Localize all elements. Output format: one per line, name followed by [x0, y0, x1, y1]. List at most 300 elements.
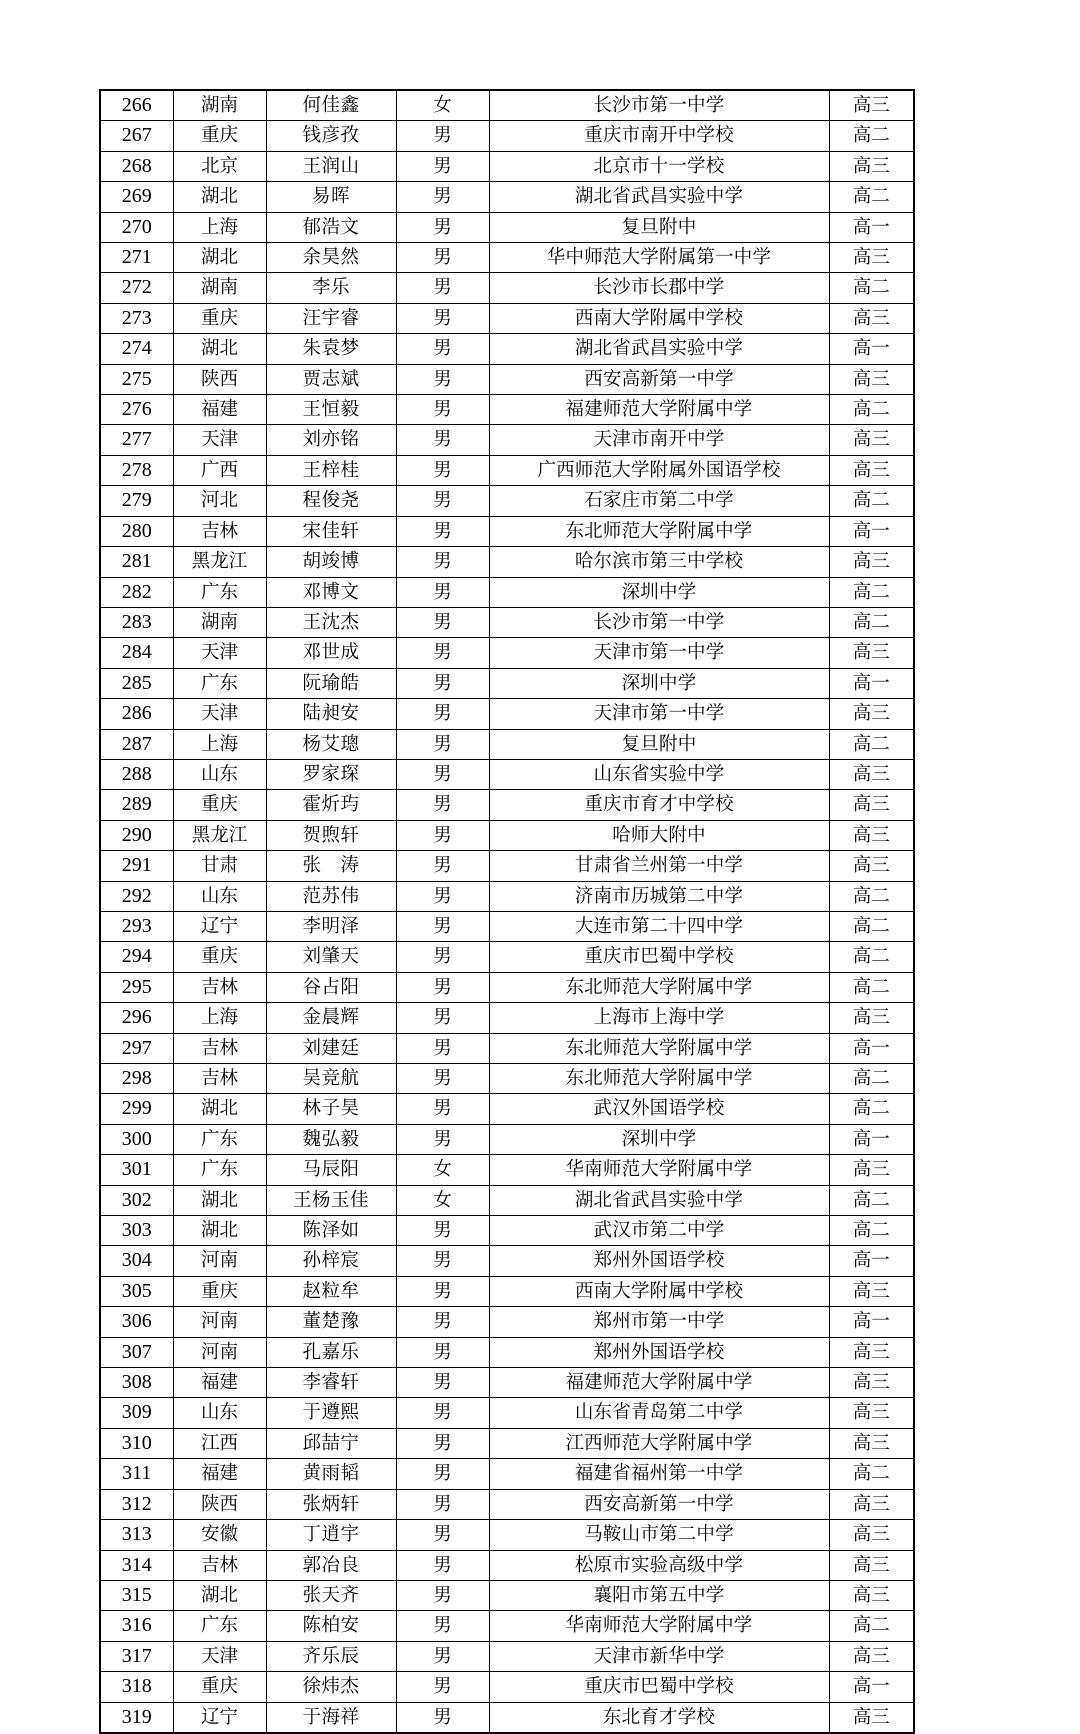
cell-grade: 高二: [829, 1611, 914, 1641]
cell-province: 山东: [173, 881, 266, 911]
cell-grade: 高二: [829, 1094, 914, 1124]
cell-gender: 男: [396, 1124, 489, 1154]
cell-grade: 高三: [829, 1428, 914, 1458]
cell-province: 重庆: [173, 121, 266, 151]
cell-province: 重庆: [173, 1672, 266, 1702]
cell-province: 湖北: [173, 1094, 266, 1124]
cell-school: 甘肃省兰州第一中学: [489, 851, 829, 881]
cell-name: 余昊然: [266, 243, 396, 273]
cell-grade: 高三: [829, 1368, 914, 1398]
cell-name: 邱喆宁: [266, 1428, 396, 1458]
table-row: [100, 942, 914, 972]
cell-grade: 高二: [829, 273, 914, 303]
cell-province: 福建: [173, 1459, 266, 1489]
cell-gender: 男: [396, 1641, 489, 1671]
cell-grade: 高三: [829, 1702, 914, 1733]
cell-province: 河南: [173, 1337, 266, 1367]
cell-province: 湖北: [173, 243, 266, 273]
cell-school: 东北师范大学附属中学: [489, 1033, 829, 1063]
cell-index: 266: [100, 90, 173, 121]
cell-grade: 高一: [829, 1246, 914, 1276]
cell-gender: 男: [396, 1459, 489, 1489]
cell-name: 李明泽: [266, 911, 396, 941]
cell-grade: 高二: [829, 1185, 914, 1215]
cell-name: 王恒毅: [266, 395, 396, 425]
cell-gender: 男: [396, 820, 489, 850]
cell-school: 哈师大附中: [489, 820, 829, 850]
cell-index: 311: [100, 1459, 173, 1489]
cell-province: 重庆: [173, 303, 266, 333]
cell-school: 郑州外国语学校: [489, 1337, 829, 1367]
cell-grade: 高三: [829, 1520, 914, 1550]
cell-index: 281: [100, 547, 173, 577]
cell-name: 张 涛: [266, 851, 396, 881]
cell-name: 李睿轩: [266, 1368, 396, 1398]
cell-index: 319: [100, 1702, 173, 1733]
cell-name: 陈柏安: [266, 1611, 396, 1641]
cell-index: 271: [100, 243, 173, 273]
cell-school: 华南师范大学附属中学: [489, 1155, 829, 1185]
cell-name: 谷占阳: [266, 972, 396, 1002]
cell-gender: 男: [396, 577, 489, 607]
cell-province: 重庆: [173, 942, 266, 972]
cell-name: 孙梓宸: [266, 1246, 396, 1276]
table-row: [100, 212, 914, 242]
roster-table-body: [100, 90, 914, 1733]
table-row: [100, 668, 914, 698]
cell-name: 徐炜杰: [266, 1672, 396, 1702]
cell-gender: 男: [396, 972, 489, 1002]
cell-grade: 高三: [829, 364, 914, 394]
cell-school: 复旦附中: [489, 212, 829, 242]
table-row: [100, 577, 914, 607]
cell-school: 西南大学附属中学校: [489, 303, 829, 333]
cell-name: 王梓桂: [266, 455, 396, 485]
cell-name: 罗家琛: [266, 759, 396, 789]
cell-school: 东北师范大学附属中学: [489, 972, 829, 1002]
cell-grade: 高三: [829, 90, 914, 121]
table-row: [100, 607, 914, 637]
cell-name: 刘建廷: [266, 1033, 396, 1063]
cell-index: 282: [100, 577, 173, 607]
cell-gender: 男: [396, 1368, 489, 1398]
cell-index: 267: [100, 121, 173, 151]
cell-index: 310: [100, 1428, 173, 1458]
table-row: [100, 729, 914, 759]
cell-grade: 高二: [829, 881, 914, 911]
cell-school: 石家庄市第二中学: [489, 486, 829, 516]
cell-school: 松原市实验高级中学: [489, 1550, 829, 1580]
table-row: [100, 881, 914, 911]
cell-province: 天津: [173, 1641, 266, 1671]
cell-name: 董楚豫: [266, 1307, 396, 1337]
cell-name: 邓世成: [266, 638, 396, 668]
table-row: [100, 1641, 914, 1671]
cell-school: 马鞍山市第二中学: [489, 1520, 829, 1550]
table-row: [100, 972, 914, 1002]
cell-school: 福建师范大学附属中学: [489, 1368, 829, 1398]
cell-gender: 男: [396, 1246, 489, 1276]
table-row: [100, 182, 914, 212]
cell-name: 丁逍宇: [266, 1520, 396, 1550]
cell-province: 陕西: [173, 1489, 266, 1519]
cell-index: 295: [100, 972, 173, 1002]
cell-province: 吉林: [173, 516, 266, 546]
cell-province: 天津: [173, 638, 266, 668]
table-row: [100, 1216, 914, 1246]
cell-grade: 高一: [829, 212, 914, 242]
cell-index: 302: [100, 1185, 173, 1215]
cell-province: 广东: [173, 668, 266, 698]
cell-grade: 高二: [829, 1459, 914, 1489]
table-row: [100, 273, 914, 303]
cell-index: 287: [100, 729, 173, 759]
cell-gender: 男: [396, 1003, 489, 1033]
cell-index: 276: [100, 395, 173, 425]
table-row: [100, 1489, 914, 1519]
cell-school: 华中师范大学附属第一中学: [489, 243, 829, 273]
cell-school: 武汉外国语学校: [489, 1094, 829, 1124]
table-row: [100, 1276, 914, 1306]
cell-index: 289: [100, 790, 173, 820]
cell-index: 309: [100, 1398, 173, 1428]
cell-index: 284: [100, 638, 173, 668]
cell-gender: 男: [396, 1428, 489, 1458]
cell-index: 304: [100, 1246, 173, 1276]
cell-name: 易晖: [266, 182, 396, 212]
cell-school: 西南大学附属中学校: [489, 1276, 829, 1306]
cell-gender: 女: [396, 90, 489, 121]
cell-school: 广西师范大学附属外国语学校: [489, 455, 829, 485]
table-row: [100, 1611, 914, 1641]
table-row: [100, 395, 914, 425]
cell-name: 胡竣博: [266, 547, 396, 577]
cell-index: 274: [100, 334, 173, 364]
cell-school: 北京市十一学校: [489, 151, 829, 181]
cell-gender: 男: [396, 547, 489, 577]
cell-province: 福建: [173, 1368, 266, 1398]
cell-index: 316: [100, 1611, 173, 1641]
table-row: [100, 1398, 914, 1428]
cell-index: 303: [100, 1216, 173, 1246]
cell-province: 上海: [173, 212, 266, 242]
cell-name: 林子昊: [266, 1094, 396, 1124]
cell-province: 重庆: [173, 1276, 266, 1306]
cell-school: 天津市第一中学: [489, 638, 829, 668]
cell-school: 郑州市第一中学: [489, 1307, 829, 1337]
cell-index: 279: [100, 486, 173, 516]
cell-province: 北京: [173, 151, 266, 181]
cell-grade: 高二: [829, 121, 914, 151]
cell-index: 294: [100, 942, 173, 972]
cell-province: 湖北: [173, 1580, 266, 1610]
cell-gender: 男: [396, 334, 489, 364]
cell-grade: 高一: [829, 1672, 914, 1702]
cell-province: 湖南: [173, 607, 266, 637]
cell-name: 范苏伟: [266, 881, 396, 911]
table-row: [100, 790, 914, 820]
cell-index: 305: [100, 1276, 173, 1306]
cell-index: 299: [100, 1094, 173, 1124]
cell-school: 湖北省武昌实验中学: [489, 182, 829, 212]
cell-name: 陈泽如: [266, 1216, 396, 1246]
table-row: [100, 364, 914, 394]
cell-school: 大连市第二十四中学: [489, 911, 829, 941]
cell-name: 贺煦轩: [266, 820, 396, 850]
cell-name: 程俊尧: [266, 486, 396, 516]
cell-grade: 高二: [829, 395, 914, 425]
cell-school: 深圳中学: [489, 1124, 829, 1154]
cell-school: 天津市南开中学: [489, 425, 829, 455]
cell-index: 307: [100, 1337, 173, 1367]
table-row: [100, 1033, 914, 1063]
cell-grade: 高三: [829, 1337, 914, 1367]
cell-grade: 高三: [829, 638, 914, 668]
cell-province: 河北: [173, 486, 266, 516]
cell-gender: 男: [396, 911, 489, 941]
cell-school: 湖北省武昌实验中学: [489, 334, 829, 364]
cell-index: 318: [100, 1672, 173, 1702]
cell-grade: 高二: [829, 607, 914, 637]
cell-grade: 高二: [829, 182, 914, 212]
cell-grade: 高一: [829, 1033, 914, 1063]
cell-index: 296: [100, 1003, 173, 1033]
cell-grade: 高三: [829, 1155, 914, 1185]
cell-gender: 男: [396, 455, 489, 485]
cell-name: 吴竞航: [266, 1064, 396, 1094]
cell-index: 288: [100, 759, 173, 789]
table-row: [100, 699, 914, 729]
cell-school: 东北师范大学附属中学: [489, 516, 829, 546]
table-row: [100, 455, 914, 485]
cell-gender: 男: [396, 729, 489, 759]
table-row: [100, 1246, 914, 1276]
cell-province: 山东: [173, 1398, 266, 1428]
cell-grade: 高二: [829, 729, 914, 759]
cell-gender: 男: [396, 486, 489, 516]
cell-gender: 男: [396, 1276, 489, 1306]
cell-gender: 男: [396, 1337, 489, 1367]
cell-grade: 高三: [829, 790, 914, 820]
cell-name: 宋佳轩: [266, 516, 396, 546]
cell-grade: 高三: [829, 851, 914, 881]
table-row: [100, 759, 914, 789]
cell-gender: 男: [396, 638, 489, 668]
cell-school: 上海市上海中学: [489, 1003, 829, 1033]
cell-gender: 男: [396, 303, 489, 333]
cell-province: 广西: [173, 455, 266, 485]
cell-school: 重庆市巴蜀中学校: [489, 942, 829, 972]
cell-school: 天津市第一中学: [489, 699, 829, 729]
cell-school: 天津市新华中学: [489, 1641, 829, 1671]
cell-grade: 高二: [829, 1216, 914, 1246]
cell-index: 300: [100, 1124, 173, 1154]
cell-province: 吉林: [173, 1550, 266, 1580]
cell-gender: 男: [396, 1094, 489, 1124]
table-row: [100, 1003, 914, 1033]
cell-index: 285: [100, 668, 173, 698]
table-row: [100, 1337, 914, 1367]
cell-index: 312: [100, 1489, 173, 1519]
cell-school: 长沙市长郡中学: [489, 273, 829, 303]
cell-gender: 男: [396, 364, 489, 394]
cell-school: 深圳中学: [489, 577, 829, 607]
cell-gender: 女: [396, 1155, 489, 1185]
cell-gender: 男: [396, 1216, 489, 1246]
cell-school: 济南市历城第二中学: [489, 881, 829, 911]
cell-index: 268: [100, 151, 173, 181]
table-row: [100, 303, 914, 333]
cell-province: 吉林: [173, 1064, 266, 1094]
table-row: [100, 1185, 914, 1215]
cell-gender: 男: [396, 1611, 489, 1641]
cell-school: 重庆市育才中学校: [489, 790, 829, 820]
cell-grade: 高三: [829, 243, 914, 273]
cell-gender: 男: [396, 212, 489, 242]
cell-name: 钱彦孜: [266, 121, 396, 151]
cell-name: 陆昶安: [266, 699, 396, 729]
table-row: [100, 334, 914, 364]
cell-province: 上海: [173, 729, 266, 759]
table-row: [100, 486, 914, 516]
cell-name: 朱袁梦: [266, 334, 396, 364]
cell-province: 福建: [173, 395, 266, 425]
cell-grade: 高一: [829, 1307, 914, 1337]
cell-gender: 男: [396, 1520, 489, 1550]
table-row: [100, 1064, 914, 1094]
cell-gender: 男: [396, 1672, 489, 1702]
cell-grade: 高三: [829, 547, 914, 577]
cell-name: 王沈杰: [266, 607, 396, 637]
roster-table-container: [99, 89, 913, 1734]
table-row: [100, 1124, 914, 1154]
table-row: [100, 547, 914, 577]
cell-gender: 男: [396, 121, 489, 151]
cell-grade: 高三: [829, 455, 914, 485]
cell-gender: 男: [396, 273, 489, 303]
cell-gender: 男: [396, 668, 489, 698]
cell-grade: 高三: [829, 1489, 914, 1519]
cell-name: 霍炘玙: [266, 790, 396, 820]
cell-province: 湖北: [173, 334, 266, 364]
table-row: [100, 425, 914, 455]
cell-school: 武汉市第二中学: [489, 1216, 829, 1246]
cell-school: 西安高新第一中学: [489, 364, 829, 394]
cell-school: 山东省实验中学: [489, 759, 829, 789]
cell-province: 广东: [173, 1155, 266, 1185]
cell-name: 魏弘毅: [266, 1124, 396, 1154]
cell-school: 长沙市第一中学: [489, 90, 829, 121]
cell-province: 广东: [173, 1611, 266, 1641]
cell-gender: 男: [396, 1307, 489, 1337]
cell-gender: 男: [396, 1702, 489, 1733]
cell-name: 金晨辉: [266, 1003, 396, 1033]
table-row: [100, 243, 914, 273]
table-row: [100, 516, 914, 546]
cell-school: 深圳中学: [489, 668, 829, 698]
cell-province: 河南: [173, 1307, 266, 1337]
cell-grade: 高二: [829, 942, 914, 972]
cell-name: 刘肇天: [266, 942, 396, 972]
cell-index: 293: [100, 911, 173, 941]
cell-province: 河南: [173, 1246, 266, 1276]
roster-table: [99, 89, 915, 1734]
cell-grade: 高一: [829, 516, 914, 546]
cell-province: 山东: [173, 759, 266, 789]
cell-province: 湖南: [173, 273, 266, 303]
cell-province: 天津: [173, 425, 266, 455]
cell-province: 甘肃: [173, 851, 266, 881]
cell-index: 270: [100, 212, 173, 242]
cell-name: 贾志斌: [266, 364, 396, 394]
table-row: [100, 1672, 914, 1702]
cell-gender: 男: [396, 790, 489, 820]
cell-index: 273: [100, 303, 173, 333]
cell-index: 286: [100, 699, 173, 729]
cell-name: 孔嘉乐: [266, 1337, 396, 1367]
cell-grade: 高二: [829, 972, 914, 1002]
cell-province: 辽宁: [173, 911, 266, 941]
cell-gender: 男: [396, 1550, 489, 1580]
cell-province: 黑龙江: [173, 547, 266, 577]
cell-province: 江西: [173, 1428, 266, 1458]
cell-grade: 高三: [829, 1580, 914, 1610]
cell-school: 东北师范大学附属中学: [489, 1064, 829, 1094]
cell-gender: 男: [396, 1064, 489, 1094]
cell-province: 黑龙江: [173, 820, 266, 850]
cell-grade: 高三: [829, 425, 914, 455]
cell-index: 272: [100, 273, 173, 303]
cell-index: 315: [100, 1580, 173, 1610]
cell-gender: 男: [396, 699, 489, 729]
cell-province: 吉林: [173, 972, 266, 1002]
cell-school: 江西师范大学附属中学: [489, 1428, 829, 1458]
cell-province: 湖北: [173, 182, 266, 212]
cell-index: 290: [100, 820, 173, 850]
cell-name: 赵粒牟: [266, 1276, 396, 1306]
cell-grade: 高三: [829, 820, 914, 850]
cell-province: 吉林: [173, 1033, 266, 1063]
cell-province: 重庆: [173, 790, 266, 820]
cell-index: 314: [100, 1550, 173, 1580]
cell-gender: 男: [396, 851, 489, 881]
table-row: [100, 820, 914, 850]
cell-name: 汪宇睿: [266, 303, 396, 333]
table-row: [100, 1307, 914, 1337]
cell-gender: 男: [396, 425, 489, 455]
cell-province: 上海: [173, 1003, 266, 1033]
cell-name: 邓博文: [266, 577, 396, 607]
cell-gender: 男: [396, 942, 489, 972]
cell-gender: 男: [396, 1580, 489, 1610]
table-row: [100, 121, 914, 151]
cell-name: 张炳轩: [266, 1489, 396, 1519]
cell-grade: 高二: [829, 486, 914, 516]
cell-school: 东北育才学校: [489, 1702, 829, 1733]
cell-name: 阮瑜皓: [266, 668, 396, 698]
cell-grade: 高三: [829, 303, 914, 333]
cell-school: 湖北省武昌实验中学: [489, 1185, 829, 1215]
cell-name: 杨艾璁: [266, 729, 396, 759]
cell-index: 277: [100, 425, 173, 455]
cell-gender: 男: [396, 395, 489, 425]
cell-gender: 男: [396, 881, 489, 911]
cell-name: 何佳鑫: [266, 90, 396, 121]
table-row: [100, 1580, 914, 1610]
cell-province: 湖北: [173, 1185, 266, 1215]
cell-grade: 高三: [829, 1003, 914, 1033]
cell-grade: 高三: [829, 151, 914, 181]
